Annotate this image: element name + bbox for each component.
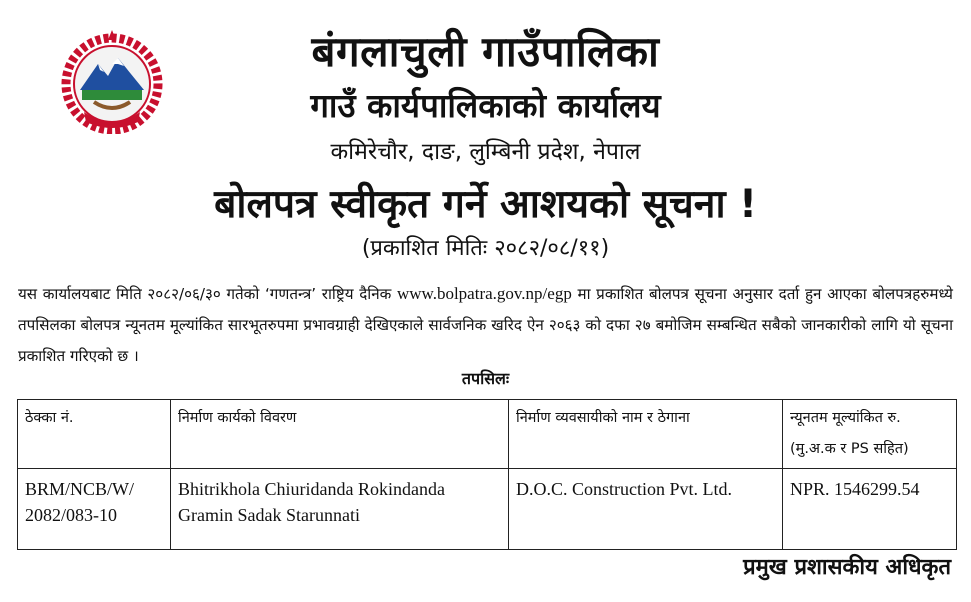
signature-title: प्रमुख प्रशासकीय अधिकृत	[743, 555, 951, 580]
cell-work-description: Bhitrikhola Chiuridanda Rokindanda Gramin Sadak Starunnati	[171, 469, 509, 550]
egp-url-link[interactable]: www.bolpatra.gov.np/egp	[396, 284, 572, 303]
details-heading: तपसिलः	[461, 369, 510, 388]
notice-body-text-2: मा प्रकाशित बोलपत्र सूचना अनुसार दर्ता हुन आएका बोलपत्रहरुमध्ये तपसिलका बोलपत्र न्यूनतम मूल्यांकित सारभूतरुपमा प्रभावग्राही देखिएकाले सार्वजनिक खरिद ऐन २०६३ को दफा २७ बमोजिम सम्बन्धित सबैको जानकारीको लागि यो सूचना प्रकाशित गरिएको छ ।	[18, 285, 953, 365]
table-row	[18, 469, 957, 550]
cell-contract-no: BRM/NCB/W/ 2082/083-10	[18, 469, 171, 550]
table-header-row	[18, 400, 957, 469]
notice-body	[18, 278, 953, 372]
notice-title: बोलपत्र स्वीकृत गर्ने आशयको सूचना !	[214, 182, 757, 227]
office-address: कमिरेचौर, दाङ, लुम्बिनी प्रदेश, नेपाल	[330, 139, 641, 165]
notice-body-text-1: यस कार्यालयबाट मिति २०८२/०६/३० गतेको ‘गणतन्त्र’ राष्ट्रिय दैनिक	[18, 285, 397, 303]
cell-amount: NPR. 1546299.54	[783, 469, 957, 550]
municipality-name: बंगलाचुली गाउँपालिका	[311, 27, 660, 76]
office-name: गाउँ कार्यपालिकाको कार्यालय	[310, 86, 661, 125]
header-contract-no: ठेक्का नं.	[18, 400, 171, 469]
contract-table	[17, 399, 957, 550]
header-work-description: निर्माण कार्यको विवरण	[171, 400, 509, 469]
cell-contractor-name: D.O.C. Construction Pvt. Ltd.	[509, 469, 783, 550]
header-contractor-name: निर्माण व्यवसायीको नाम र ठेगाना	[509, 400, 783, 469]
header-lowest-evaluated-amount: न्यूनतम मूल्यांकित रु. (मु.अ.क र PS सहित)	[783, 400, 957, 469]
published-date: (प्रकाशित मितिः २०८२/०८/११)	[361, 236, 610, 261]
